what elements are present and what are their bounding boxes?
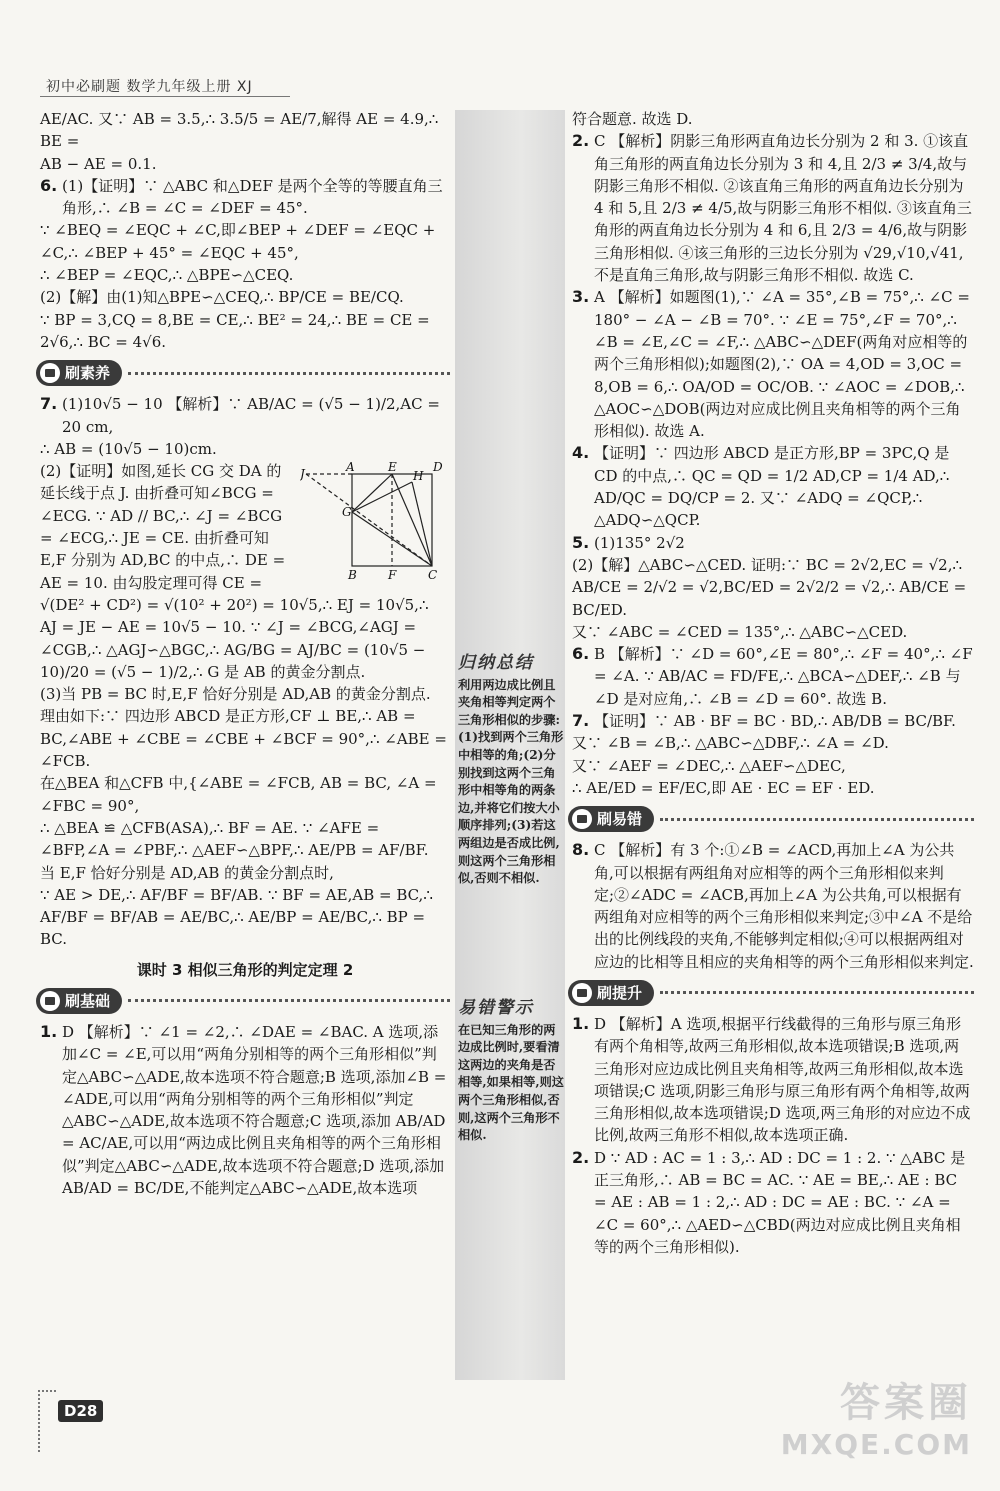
section-badge-jichu: 刷基础 [36, 987, 450, 1015]
question-5-part1: 5. (1)135° 2√2 [572, 532, 685, 552]
question-6-line: ∵ ∠BEQ = ∠EQC + ∠C,即∠BEP + ∠DEF = ∠EQC + ∠C,∴ ∠BEP + 45° = ∠EQC + 45°, [40, 221, 436, 262]
question-6-right: 6. B 【解析】∵ ∠D = 60°,∠E = 80°,∴ ∠F = 40°,∴ ∠F = ∠A. ∵ AB/AC = FD/FE,∴ △BCA∽△DEF,∴ ∠B 与∠D 是对应角,∴ ∠B = ∠D = 60°. 故选 B. [572, 644, 973, 708]
fig-label: B [348, 568, 357, 583]
sidenote-summary [458, 655, 564, 888]
right-column [572, 108, 974, 1258]
corner-decoration [38, 1390, 56, 1452]
fig-label: E [388, 462, 397, 475]
pencil-icon [40, 363, 60, 383]
left-column [40, 108, 450, 1199]
tisheng-question-2: 2. D ∵ AD : AC = 1 : 3,∴ AD : DC = 1 : 2. ∵ △ABC 是正三角形,∴ AB = BC = AC. ∵ AE = BE,∴ AE : BC = AE : AB = 1 : 2,∴ AD : DC = AE : BC. ∵ ∠A = ∠C = 60°,∴ △AED∽△CBD(两边对应成比例且夹角相等的两个三角形相似). [572, 1147, 966, 1256]
question-7-line: ∴ AE/ED = EF/EC,即 AE · EC = EF · ED. [572, 778, 875, 797]
fig-label: F [388, 568, 397, 583]
sidenote-warning [458, 1000, 564, 1145]
fig-label: C [428, 568, 438, 583]
fig-label: D [433, 462, 443, 475]
question-7-line: 当 E,F 恰好分别是 AD,AB 的黄金分割点时, [40, 863, 334, 882]
fig-label: A [346, 462, 355, 475]
question-2: 2. C 【解析】阴影三角形两直角边长分别为 2 和 3. ①该直角三角形的两直角边长分别为 3 和 4,且 2/3 ≠ 3/4,故与阴影三角形不相似. ②该直角三角形的两直角边长分别为 4 和 5,且 2/3 ≠ 4/5,故与阴影三角形不相似. ③该直角三角形的两直角边长分别为 4 和 6,且 2/3 = 4/6,故与阴影三角形相似. ④该三角形的三边长分别为 √29,√10,√41,不是直角三角形,故与阴影三角形不相似. 故选 C. [572, 131, 972, 285]
page-header: 初中必刷题 数学九年级上册 XJ [46, 79, 253, 95]
pencil-icon [572, 983, 592, 1003]
question-8: 8. C 【解析】有 3 个:①∠B = ∠ACD,再加上∠A 为公共角,可以根据有两组角对应相等的两个三角形相似来判定;②∠ADC = ∠ACB,再加上∠A 为公共角,可以根据有两组角对应相等的两个三角形相似来判定;③中∠A 不是给出的比例线段的夹角,不能够判定相似;④可以根据两组对应边的比相等且相应的夹角相等的两个三角形相似来判定. [572, 840, 974, 971]
fig-label: G [342, 505, 352, 520]
continuation-line: AE/AC. 又∵ AB = 3.5,∴ 3.5/5 = AE/7,解得 AE = 4.9,∴ BE = [40, 110, 439, 151]
continuation-line: 符合题意. 故选 D. [572, 110, 693, 128]
question-7-right: 7. 【证明】∵ AB · BF = BC · BD,∴ AB/DB = BC/BF. [572, 711, 956, 731]
sidenote-text: 在已知三角形的两边成比例时,要看清这两边的夹角是否相等,如果相等,则这两个三角形相似,否则,这两个三角形不相似. [458, 1022, 564, 1143]
question-7-line: 又∵ ∠B = ∠B,∴ △ABC∽△DBF,∴ ∠A = ∠D. [572, 734, 889, 753]
question-7-line: ∵ AE > DE,∴ AF/BF = BF/AB. ∵ BF = AE,AB = BC,∴ AF/BF = BF/AB = AE/BC,∴ AE/BP = AE/BC,∴ BP = BC. [40, 885, 433, 949]
sidenote-title: 归纳总结 [458, 653, 534, 673]
question-7-line: 又∵ ∠AEF = ∠DEC,∴ △AEF∽△DEC, [572, 756, 846, 775]
question-7-line: ∴ △BEA ≌ △CFB(ASA),∴ BF = AE. ∵ ∠AFE = ∠BFP,∠A = ∠PBF,∴ △AEF∽△BPF,∴ AE/PB = AF/BF. [40, 818, 429, 860]
question-7-part1: 7. (1)10√5 − 10 【解析】∵ AB/AC = (√5 − 1)/2,AC = 20 cm, [40, 394, 440, 436]
continuation-line: AB − AE = 0.1. [40, 154, 157, 173]
watermark-url: MXQE.COM [780, 1428, 972, 1461]
question-7-part3: (3)当 PB = BC 时,E,F 恰好分别是 AD,AB 的黄金分割点. 理由如下:∵ 四边形 ABCD 是正方形,CF ⊥ BE,∴ AB = BC,∠ABE + ∠CBE = ∠CBE + ∠BCF = 90°,∴ ∠ABE = ∠FCB. [40, 685, 447, 771]
section-badge-yicuo: 刷易错 [568, 805, 974, 833]
question-6-line: ∵ BP = 3,CQ = 8,BE = CE,∴ BE² = 24,∴ BE = CE = 2√6,∴ BC = 4√6. [40, 310, 430, 351]
page-number: D28 [58, 1400, 103, 1422]
header-rule [40, 96, 290, 97]
tisheng-question-1: 1. D 【解析】A 选项,根据平行线截得的三角形与原三角形有两个角相等,故两三角形相似,故本选项错误;B 选项,两三角形对应边成比例且夹角相等,故两三角形相似,故本选项错误;C 选项,阴影三角形与原三角形有两个角相等,故两三角形相似,故本选项错误;D 选项,两三角形的对应边不成比例,故两三角形不相似,故本选项正确. [572, 1013, 971, 1145]
lesson-title: 课时 3 相似三角形的判定定理 2 [136, 960, 354, 979]
sidenote-title: 易错警示 [458, 998, 534, 1018]
watermark [781, 1371, 972, 1461]
section-badge-tisheng: 刷提升 [568, 979, 974, 1007]
question-6-part1: 6. (1)【证明】∵ △ABC 和△DEF 是两个全等的等腰直角三角形,∴ ∠B = ∠C = ∠DEF = 45°. [40, 175, 443, 218]
pencil-icon [40, 991, 60, 1011]
sidenote-text: 利用两边成比例且夹角相等判定两个三角形相似的步骤:(1)找到两个三角形中相等的角;(2)分别找到这两个三角形中相等角的两条边,并将它们按大小顺序排列;(3)若这两组边是否成比例,则这两个三角形相似,否则不相似. [458, 677, 564, 886]
lesson-question-1: 1. D 【解析】∵ ∠1 = ∠2,∴ ∠DAE = ∠BAC. A 选项,添加∠C = ∠E,可以用“两角分别相等的两个三角形相似”判定△ABC∽△ADE,故本选项不符合题意;B 选项,添加∠B = ∠ADE,可以用“两角分别相等的两个三角形相似”判定△ABC∽△ADE,故本选项不符合题意;C 选项,添加 AB/AD = AC/AE,可以用“两边成比例且夹角相等的两个三角形相似”判定△ABC∽△ADE,故本选项不符合题意;D 选项,添加 AB/AD = BC/DE,不能判定△ABC∽△ADE,故本选项 [40, 1021, 447, 1198]
fig-label: J [300, 467, 305, 482]
question-7-line: ∴ AB = (10√5 − 10)cm. [40, 439, 217, 458]
fig-label: H [413, 469, 424, 484]
question-3: 3. A 【解析】如题图(1),∵ ∠A = 35°,∠B = 75°,∴ ∠C = 180° − ∠A − ∠B = 70°. ∵ ∠E = 75°,∠F = 70°,∴ ∠B = ∠E,∠C = ∠F,∴ △ABC∽△DEF(两角对应相等的两个三角形相似);如题图(2),∵ OA = 4,OD = 3,OC = 8,OB = 6,∴ OA/OD = OC/OB. ∵ ∠AOC = ∠DOB,∴ △AOC∽△DOB(两边对应成比例且夹角相等的两个三角形相似). 故选 A. [572, 287, 970, 441]
question-6-line: (2)【解】由(1)知△BPE∽△CEQ,∴ BP/CE = BE/CQ. [40, 288, 404, 307]
watermark-logo: 答案圈 [840, 1380, 972, 1426]
square-fold-figure [300, 462, 450, 582]
question-4: 4. 【证明】∵ 四边形 ABCD 是正方形,BP = 3PC,Q 是 CD 的中点,∴ QC = QD = 1/2 AD,CP = 1/4 AD,∴ AD/QC = DQ/CP = 2. 又∵ ∠ADQ = ∠QCP,∴ △ADQ∽△QCP. [572, 443, 950, 530]
question-5-line: 又∵ ∠ABC = ∠CED = 135°,∴ △ABC∽△CED. [572, 622, 908, 641]
question-6-line: ∴ ∠BEP = ∠EQC,∴ △BPE∽△CEQ. [40, 266, 294, 285]
question-7-line: 在△BEA 和△CFB 中,{∠ABE = ∠FCB, AB = BC, ∠A = ∠FBC = 90°, [40, 774, 437, 815]
question-5-line: (2)【解】△ABC∽△CED. 证明:∵ BC = 2√2,EC = √2,∴ AB/CE = 2/√2 = √2,BC/ED = 2√2/2 = √2,∴ AB/CE = BC/ED. [572, 555, 967, 619]
question-7-part2: (2)【证明】如图,延长 CG 交 DA 的延长线于点 J. 由折叠可知∠BCG = ∠ECG. ∵ AD // BC,∴ ∠J = ∠BCG = ∠ECG,∴ JE = CE. 由折叠可知 E,F 分别为 AD,BC 的中点,∴ DE = AE = 10. 由勾股定理可得 CE = √(DE² + CD²) = √(10² + 20²) = 10√5,∴ EJ = 10√5,∴ AJ = JE − AE = 10√5 − 10. ∵ ∠J = ∠BCG,∠AGJ = ∠CGB,∴ △AGJ∽△BGC,∴ AG/BG = AJ/BC = (10√5 − 10)/20 = (√5 − 1)/2,∴ G 是 AB 的黄金分割点. [40, 462, 429, 681]
pencil-icon [572, 809, 592, 829]
section-badge-suyang: 刷素养 [36, 359, 450, 387]
